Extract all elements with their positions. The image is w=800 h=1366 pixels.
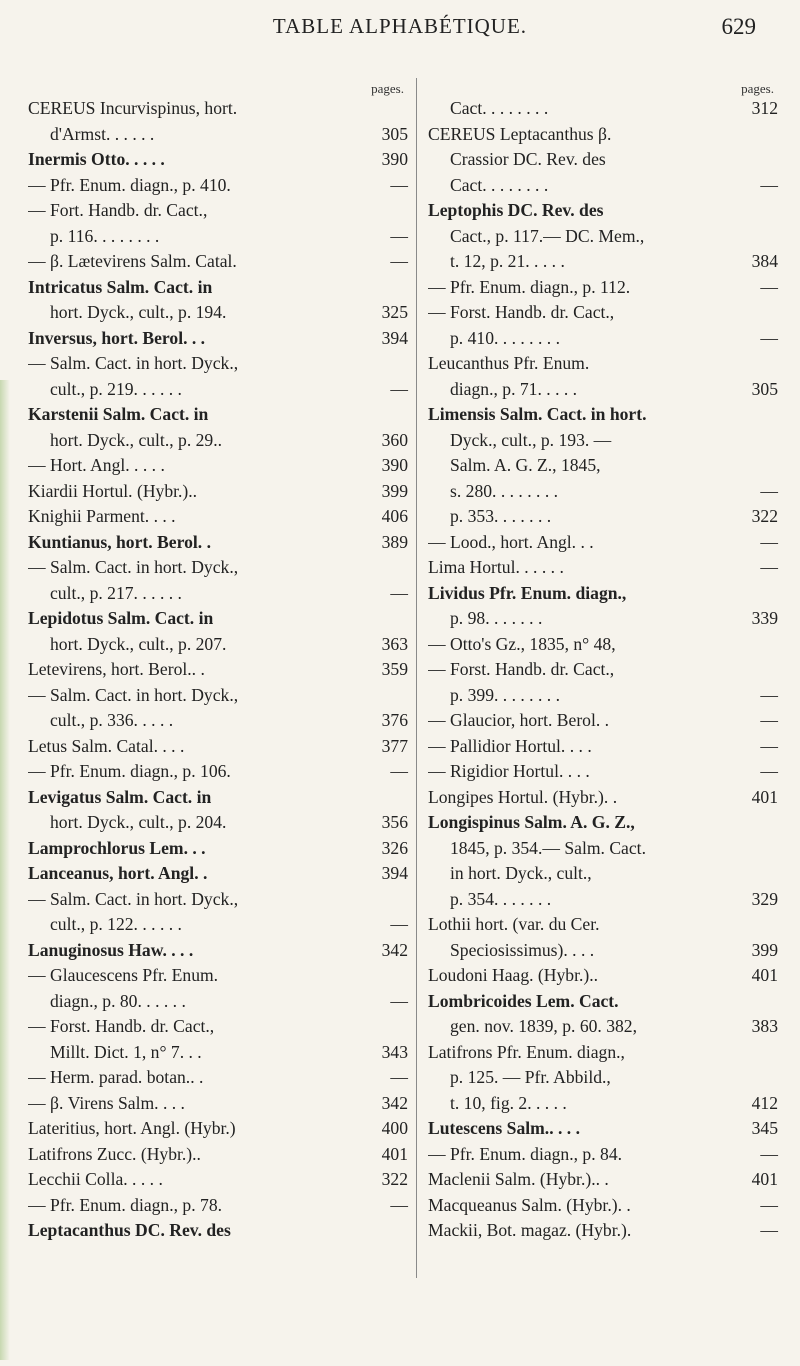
index-entry: [428, 122, 778, 148]
entry-text: — Lood., hort. Angl. . .: [428, 531, 594, 552]
entry-text: — Glaucescens Pfr. Enum.: [28, 965, 219, 985]
index-entry: [28, 198, 408, 224]
index-entry: [428, 1065, 778, 1091]
entry-text: — Herm. parad. botan.. .: [28, 1067, 204, 1087]
entry-page-number: 399: [381, 480, 408, 501]
index-entry: [28, 683, 408, 709]
index-entry: [28, 810, 408, 836]
entry-text: Leptacanthus DC. Rev. des: [28, 1220, 231, 1240]
entry-page-number: 305: [381, 123, 408, 144]
index-entry: [28, 530, 408, 556]
index-entry: [28, 351, 408, 377]
entry-page-number: [368, 1014, 408, 1040]
entry-text: — Pfr. Enum. diagn., p. 106.: [28, 761, 231, 781]
page-edge-shading: [0, 380, 10, 1360]
entry-page-number: [368, 275, 408, 301]
entry-page-number: [368, 963, 408, 989]
entry-page-number: [368, 555, 408, 581]
index-entry: [428, 938, 778, 964]
entry-text: cult., p. 122. . . . . .: [50, 914, 182, 934]
entry-text: — Pfr. Enum. diagn., p. 410.: [28, 174, 231, 195]
entry-page-number: —: [390, 1067, 408, 1087]
index-entry: [428, 1142, 778, 1168]
entry-text: t. 10, fig. 2. . . . .: [450, 1092, 567, 1113]
index-entry: [428, 912, 778, 938]
entry-text: Lateritius, hort. Angl. (Hybr.): [28, 1118, 236, 1138]
entry-text: Intricatus Salm. Cact. in: [28, 276, 213, 297]
entry-page-number: —: [760, 531, 778, 552]
index-entry: [28, 1142, 408, 1168]
entry-page-number: 359: [381, 659, 408, 679]
entry-page-number: —: [760, 276, 778, 297]
index-entry: [28, 377, 408, 403]
entry-page-number: [368, 96, 408, 122]
index-entry: [28, 224, 408, 250]
entry-text: Latifrons Zucc. (Hybr.)..: [28, 1143, 201, 1164]
entry-text: — Salm. Cact. in hort. Dyck.,: [28, 557, 239, 577]
pages-label: pages.: [741, 81, 774, 96]
entry-page-number: 389: [381, 531, 408, 552]
entry-text: hort. Dyck., cult., p. 207.: [50, 633, 227, 654]
entry-text: — Pfr. Enum. diagn., p. 84.: [428, 1143, 623, 1164]
left-index-column: [28, 82, 408, 1244]
entry-text: diagn., p. 71. . . . .: [450, 378, 578, 399]
entry-text: Speciosissimus). . . .: [450, 939, 595, 960]
entry-page-number: [368, 402, 408, 428]
entry-page-number: [738, 198, 778, 224]
entry-text: Leucanthus Pfr. Enum.: [428, 353, 590, 373]
index-entry: [428, 887, 778, 913]
index-entry: [428, 581, 778, 607]
index-entry: [28, 785, 408, 811]
entry-text: 1845, p. 354.— Salm. Cact.: [450, 837, 646, 858]
entry-text: Inermis Otto. . . . .: [28, 149, 165, 169]
index-entry: [428, 759, 778, 785]
entry-text: Letevirens, hort. Berol.. .: [28, 659, 205, 679]
entry-text: — Hort. Angl. . . . .: [28, 455, 165, 475]
index-entry: [428, 402, 778, 428]
entry-text: cult., p. 217. . . . . .: [50, 582, 182, 603]
index-entry: [28, 173, 408, 199]
entry-page-number: —: [760, 174, 778, 195]
entry-page-number: [738, 351, 778, 377]
index-entry: [428, 224, 778, 250]
entry-page-number: —: [760, 327, 778, 348]
index-entry: [28, 453, 408, 479]
index-entry: [28, 1014, 408, 1040]
entry-text: p. 125. — Pfr. Abbild.,: [450, 1067, 611, 1087]
entry-text: Dyck., cult., p. 193. —: [450, 429, 612, 450]
entry-page-number: 360: [381, 429, 408, 450]
entry-text: Millt. Dict. 1, n° 7. . .: [50, 1041, 202, 1062]
index-entry: [428, 326, 778, 352]
entry-text: — Rigidior Hortul. . . .: [428, 761, 590, 781]
entry-page-number: [368, 683, 408, 709]
entry-text: — β. Virens Salm. . . .: [28, 1092, 185, 1113]
entry-text: Lamprochlorus Lem. . .: [28, 837, 206, 858]
entry-page-number: 401: [381, 1143, 408, 1164]
entry-page-number: —: [390, 225, 408, 246]
index-entry: [428, 1193, 778, 1219]
index-entry: [28, 606, 408, 632]
entry-page-number: 377: [381, 735, 408, 756]
entry-text: s. 280. . . . . . . .: [450, 480, 559, 501]
entry-text: Letus Salm. Catal. . . .: [28, 735, 185, 756]
page-title: TABLE ALPHABÉTIQUE.: [272, 14, 528, 38]
entry-page-number: 329: [751, 888, 778, 909]
index-entry: [428, 785, 778, 811]
index-entry: [428, 683, 778, 709]
entry-text: cult., p. 336. . . . .: [50, 710, 174, 730]
index-entry: [28, 402, 408, 428]
entry-page-number: [368, 198, 408, 224]
index-entry: [428, 1040, 778, 1066]
entry-page-number: —: [390, 251, 408, 271]
entry-text: — Fort. Handb. dr. Cact.,: [28, 200, 208, 220]
entry-text: — Pfr. Enum. diagn., p. 78.: [28, 1194, 223, 1215]
entry-text: p. 353. . . . . . .: [450, 506, 552, 526]
index-entry: [428, 810, 778, 836]
entry-text: Longispinus Salm. A. G. Z.,: [428, 812, 635, 832]
index-entry: [428, 198, 778, 224]
index-entry: [28, 1040, 408, 1066]
entry-text: hort. Dyck., cult., p. 194.: [50, 302, 227, 322]
index-entry: [28, 632, 408, 658]
index-entry: [28, 1116, 408, 1142]
entry-page-number: 406: [381, 506, 408, 526]
entry-page-number: 401: [751, 1169, 778, 1189]
entry-text: Longipes Hortul. (Hybr.). .: [428, 786, 618, 807]
index-entry: [28, 1167, 408, 1193]
column-divider: [416, 78, 417, 1278]
entry-page-number: 384: [751, 251, 778, 271]
entry-page-number: [738, 1040, 778, 1066]
entry-text: cult., p. 219. . . . . .: [50, 378, 182, 399]
entry-page-number: 345: [751, 1118, 778, 1138]
index-entry: [428, 989, 778, 1015]
index-entry: [28, 555, 408, 581]
index-entry: [28, 122, 408, 148]
entry-text: p. 399. . . . . . . .: [450, 684, 560, 705]
index-entry: [28, 657, 408, 683]
entry-page-number: —: [390, 761, 408, 781]
entry-page-number: [368, 785, 408, 811]
entry-page-number: 394: [381, 327, 408, 348]
entry-text: Cact., p. 117.— DC. Mem.,: [450, 225, 645, 246]
entry-text: Maclenii Salm. (Hybr.).. .: [428, 1169, 609, 1189]
index-entry: [428, 1167, 778, 1193]
index-entry: [28, 249, 408, 275]
entry-text: p. 354. . . . . . .: [450, 888, 552, 909]
entry-page-number: [738, 1065, 778, 1091]
index-entry: [28, 428, 408, 454]
index-entry: [428, 708, 778, 734]
index-entry: [428, 963, 778, 989]
entry-text: d'Armst. . . . . .: [50, 123, 155, 144]
entry-page-number: —: [390, 582, 408, 603]
index-entry: [428, 734, 778, 760]
entry-page-number: 401: [751, 786, 778, 807]
index-entry: [428, 351, 778, 377]
index-entry: [428, 300, 778, 326]
entry-page-number: [368, 1218, 408, 1244]
entry-page-number: [738, 224, 778, 250]
index-entry: [428, 1218, 778, 1244]
entry-page-number: 383: [751, 1016, 778, 1036]
index-entry: [28, 275, 408, 301]
entry-text: CEREUS Leptacanthus β.: [428, 123, 612, 144]
entry-page-number: 401: [751, 965, 778, 985]
entry-page-number: 399: [751, 939, 778, 960]
entry-text: — Otto's Gz., 1835, n° 48,: [428, 633, 616, 654]
entry-page-number: [738, 861, 778, 887]
entry-text: Lecchii Colla. . . . .: [28, 1169, 163, 1189]
entry-page-number: —: [760, 735, 778, 756]
index-entry: [428, 1091, 778, 1117]
entry-page-number: 356: [381, 812, 408, 832]
index-entry: [28, 963, 408, 989]
index-entry: [28, 734, 408, 760]
index-entry: [428, 657, 778, 683]
entry-text: Crassior DC. Rev. des: [450, 149, 606, 169]
index-entry: [28, 504, 408, 530]
entry-text: Cact. . . . . . . .: [450, 174, 549, 195]
entry-text: Macqueanus Salm. (Hybr.). .: [428, 1194, 631, 1215]
entry-page-number: [738, 147, 778, 173]
entry-page-number: 342: [381, 939, 408, 960]
index-entry: [28, 1091, 408, 1117]
index-entry: [428, 173, 778, 199]
entry-text: Kuntianus, hort. Berol. .: [28, 531, 211, 552]
entry-page-number: 326: [381, 837, 408, 858]
entry-page-number: 363: [381, 633, 408, 654]
entry-text: Limensis Salm. Cact. in hort.: [428, 404, 647, 424]
entry-text: — Pallidior Hortul. . . .: [428, 735, 592, 756]
index-entry: [28, 1065, 408, 1091]
entry-text: Lutescens Salm.. . . .: [428, 1118, 580, 1138]
entry-page-number: 400: [381, 1118, 408, 1138]
index-entry: [428, 861, 778, 887]
entry-text: Knighii Parment. . . .: [28, 506, 176, 526]
entry-page-number: [738, 810, 778, 836]
index-entry: [28, 708, 408, 734]
index-entry: [428, 453, 778, 479]
right-index-column: [428, 82, 778, 1244]
entry-page-number: —: [760, 1143, 778, 1164]
entry-text: — Forst. Handb. dr. Cact.,: [428, 302, 615, 322]
entry-page-number: [738, 581, 778, 607]
entry-text: Lanceanus, hort. Angl. .: [28, 863, 208, 883]
index-entry: [28, 759, 408, 785]
entry-text: Inversus, hort. Berol. . .: [28, 327, 206, 348]
index-entry: [428, 147, 778, 173]
entry-page-number: —: [390, 1194, 408, 1215]
entry-page-number: 322: [751, 506, 778, 526]
entry-page-number: —: [760, 557, 778, 577]
entry-text: p. 410. . . . . . . .: [450, 327, 560, 348]
index-entry: [428, 428, 778, 454]
entry-text: gen. nov. 1839, p. 60. 382,: [450, 1016, 638, 1036]
entry-page-number: [738, 632, 778, 658]
index-entry: [428, 96, 778, 122]
entry-page-number: 390: [381, 149, 408, 169]
entry-page-number: [368, 887, 408, 913]
index-entry: [428, 1116, 778, 1142]
entry-text: Lothii hort. (var. du Cer.: [428, 914, 600, 934]
entry-page-number: —: [760, 480, 778, 501]
pages-label: pages.: [371, 81, 404, 96]
entry-page-number: —: [760, 1220, 778, 1240]
entry-page-number: —: [760, 710, 778, 730]
entry-page-number: 342: [381, 1092, 408, 1113]
entry-text: — Pfr. Enum. diagn., p. 112.: [428, 276, 631, 297]
entry-text: CEREUS Incurvispinus, hort.: [28, 98, 238, 118]
entry-page-number: [368, 606, 408, 632]
entry-text: in hort. Dyck., cult.,: [450, 863, 592, 883]
entry-text: Kiardii Hortul. (Hybr.)..: [28, 480, 198, 501]
entry-page-number: 343: [381, 1041, 408, 1062]
entry-page-number: 412: [751, 1092, 778, 1113]
index-entry: [428, 504, 778, 530]
page-number: 629: [721, 14, 756, 39]
entry-page-number: —: [760, 761, 778, 781]
index-entry: [28, 147, 408, 173]
index-entry: [428, 479, 778, 505]
index-entry: [428, 555, 778, 581]
index-entry: [428, 377, 778, 403]
entry-page-number: —: [390, 914, 408, 934]
entry-text: Lima Hortul. . . . . .: [428, 557, 564, 577]
entry-text: Cact. . . . . . . .: [450, 98, 549, 118]
entry-text: — Forst. Handb. dr. Cact.,: [28, 1016, 215, 1036]
entry-text: Lepidotus Salm. Cact. in: [28, 608, 214, 628]
entry-text: Mackii, Bot. magaz. (Hybr.).: [428, 1220, 632, 1240]
entry-page-number: 305: [751, 378, 778, 399]
entry-page-number: [368, 351, 408, 377]
entry-text: Levigatus Salm. Cact. in: [28, 786, 212, 807]
index-entry: [28, 989, 408, 1015]
entry-page-number: 339: [751, 608, 778, 628]
index-entry: [28, 581, 408, 607]
entry-page-number: 325: [381, 302, 408, 322]
entry-text: Lividus Pfr. Enum. diagn.,: [428, 582, 627, 603]
entry-text: diagn., p. 80. . . . . .: [50, 990, 186, 1011]
entry-text: t. 12, p. 21. . . . .: [450, 251, 565, 271]
entry-page-number: [738, 657, 778, 683]
index-entry: [428, 249, 778, 275]
entry-text: Loudoni Haag. (Hybr.)..: [428, 965, 599, 985]
index-entry: [28, 861, 408, 887]
entry-text: — Salm. Cact. in hort. Dyck.,: [28, 888, 239, 909]
index-entry: [28, 912, 408, 938]
entry-page-number: [738, 989, 778, 1015]
index-entry: [428, 530, 778, 556]
index-entry: [428, 275, 778, 301]
entry-text: — β. Lætevirens Salm. Catal.: [28, 251, 237, 271]
index-entry: [28, 1193, 408, 1219]
entry-text: Leptophis DC. Rev. des: [428, 200, 604, 220]
entry-page-number: —: [390, 990, 408, 1011]
index-entry: [28, 326, 408, 352]
entry-text: — Salm. Cact. in hort. Dyck.,: [28, 684, 239, 705]
entry-text: hort. Dyck., cult., p. 29..: [50, 429, 223, 450]
entry-page-number: [738, 402, 778, 428]
entry-text: hort. Dyck., cult., p. 204.: [50, 812, 227, 832]
index-entry: [428, 1014, 778, 1040]
index-entry: [28, 938, 408, 964]
entry-page-number: [738, 122, 778, 148]
entry-page-number: [738, 453, 778, 479]
index-entry: [428, 606, 778, 632]
entry-text: p. 98. . . . . . .: [450, 608, 543, 628]
entry-text: Lanuginosus Haw. . . .: [28, 939, 194, 960]
entry-page-number: [738, 912, 778, 938]
entry-page-number: [738, 428, 778, 454]
index-entry: [28, 300, 408, 326]
entry-page-number: 322: [381, 1169, 408, 1189]
entry-text: — Forst. Handb. dr. Cact.,: [428, 659, 615, 679]
entry-page-number: [738, 300, 778, 326]
entry-page-number: 394: [381, 863, 408, 883]
entry-text: Karstenii Salm. Cact. in: [28, 404, 209, 424]
entry-page-number: —: [760, 684, 778, 705]
index-entry: [28, 836, 408, 862]
entry-page-number: 312: [751, 98, 778, 118]
entry-page-number: —: [390, 378, 408, 399]
entry-text: Salm. A. G. Z., 1845,: [450, 455, 601, 475]
entry-text: — Salm. Cact. in hort. Dyck.,: [28, 353, 239, 373]
entry-text: Latifrons Pfr. Enum. diagn.,: [428, 1041, 625, 1062]
entry-text: — Glaucior, hort. Berol. .: [428, 710, 610, 730]
entry-page-number: 376: [381, 710, 408, 730]
index-entry: [28, 1218, 408, 1244]
entry-page-number: [738, 836, 778, 862]
index-entry: [28, 479, 408, 505]
entry-text: Lombricoides Lem. Cact.: [428, 990, 619, 1011]
index-entry: [428, 632, 778, 658]
entry-page-number: 390: [381, 455, 408, 475]
entry-text: p. 116. . . . . . . .: [50, 225, 160, 246]
entry-page-number: —: [760, 1194, 778, 1215]
index-entry: [428, 836, 778, 862]
entry-page-number: —: [390, 174, 408, 195]
running-head: [0, 14, 800, 54]
index-entry: [28, 96, 408, 122]
index-entry: [28, 887, 408, 913]
